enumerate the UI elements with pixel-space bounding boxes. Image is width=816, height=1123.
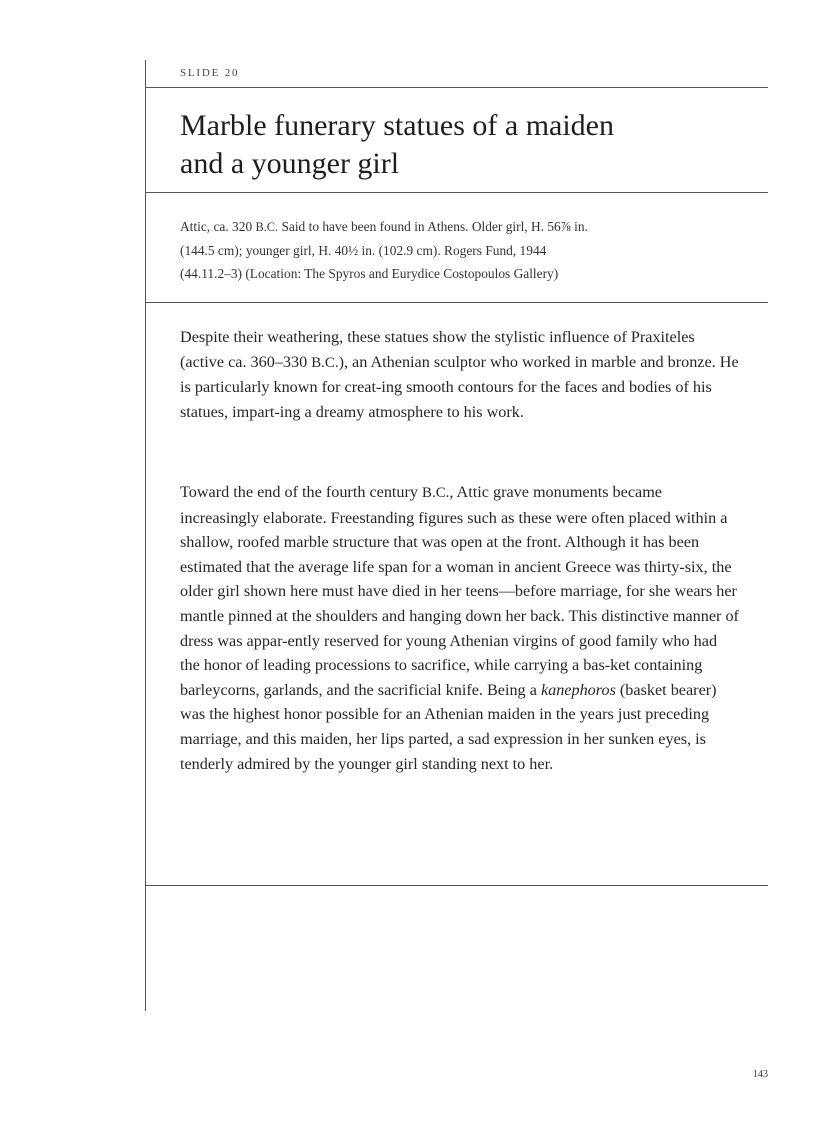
caption-line-3: (44.11.2–3) (Location: The Spyros and Eurydice Costopoulos Gallery): [180, 266, 559, 281]
page-title: [180, 107, 740, 183]
title-line-2: and a younger girl: [180, 147, 400, 180]
para2-text-a: Toward the end of the fourth century: [180, 483, 423, 501]
para2-text-c: (basket bearer) was the highest honor possible for an Athenian maiden in the years just preceding marriage, and this maiden, her lips parted, a sad expression in her sunken eyes, is tenderly admired by the younger girl standing next to her.: [180, 680, 717, 773]
caption-line-1-post: Said to have been found in Athens. Older girl, H. 56⅞ in.: [278, 219, 588, 234]
left-margin-rule: [145, 60, 146, 1011]
para1-bc: B.C.: [311, 354, 339, 371]
object-caption: [180, 215, 740, 285]
body-paragraph-1: [180, 325, 740, 424]
page-number: 143: [753, 1069, 768, 1080]
caption-line-2: (144.5 cm); younger girl, H. 40½ in. (102.9 cm). Rogers Fund, 1944: [180, 243, 547, 258]
footer-rule: [145, 885, 768, 886]
para2-italic-term: kanephoros: [540, 680, 616, 699]
body-paragraph-2: [180, 480, 740, 776]
title-rule: [145, 192, 768, 193]
header-rule: [145, 87, 768, 88]
caption-rule: [145, 302, 768, 303]
caption-bc: B.C.: [255, 220, 279, 234]
caption-line-1-pre: Attic, ca. 320: [180, 219, 256, 234]
para1-text-b: ), an Athenian sculptor who worked in marble and bronze. He is particularly known for creat-ing smooth contours for the faces and bodies of his statues, impart-ing a dreamy atmosphere to his work.: [180, 352, 739, 421]
title-line-1: Marble funerary statues of a maiden: [180, 109, 614, 142]
para1-text-a: Despite their weathering, these statues show the stylistic influence of Praxiteles (active ca. 360–330: [180, 328, 695, 371]
para2-text-b: , Attic grave monuments became increasingly elaborate. Freestanding figures such as these were often placed within a shallow, roofed marble structure that was open at the front. Although it has been estimated that the average life span for a woman in ancient Greece was thirty-six, the older girl shown here must have died in her teens—before marriage, for she wears her mantle pinned at the shoulders and hanging down her back. This distinctive manner of dress was appar-ently reserved for young Athenian virgins of good family who had the honor of leading processions to sacrifice, while carrying a bas-ket containing barleycorns, garlands, and the sacrificial knife. Being a: [180, 483, 739, 699]
para2-bc: B.C.: [422, 485, 450, 501]
slide-label: SLIDE 20: [180, 67, 240, 79]
